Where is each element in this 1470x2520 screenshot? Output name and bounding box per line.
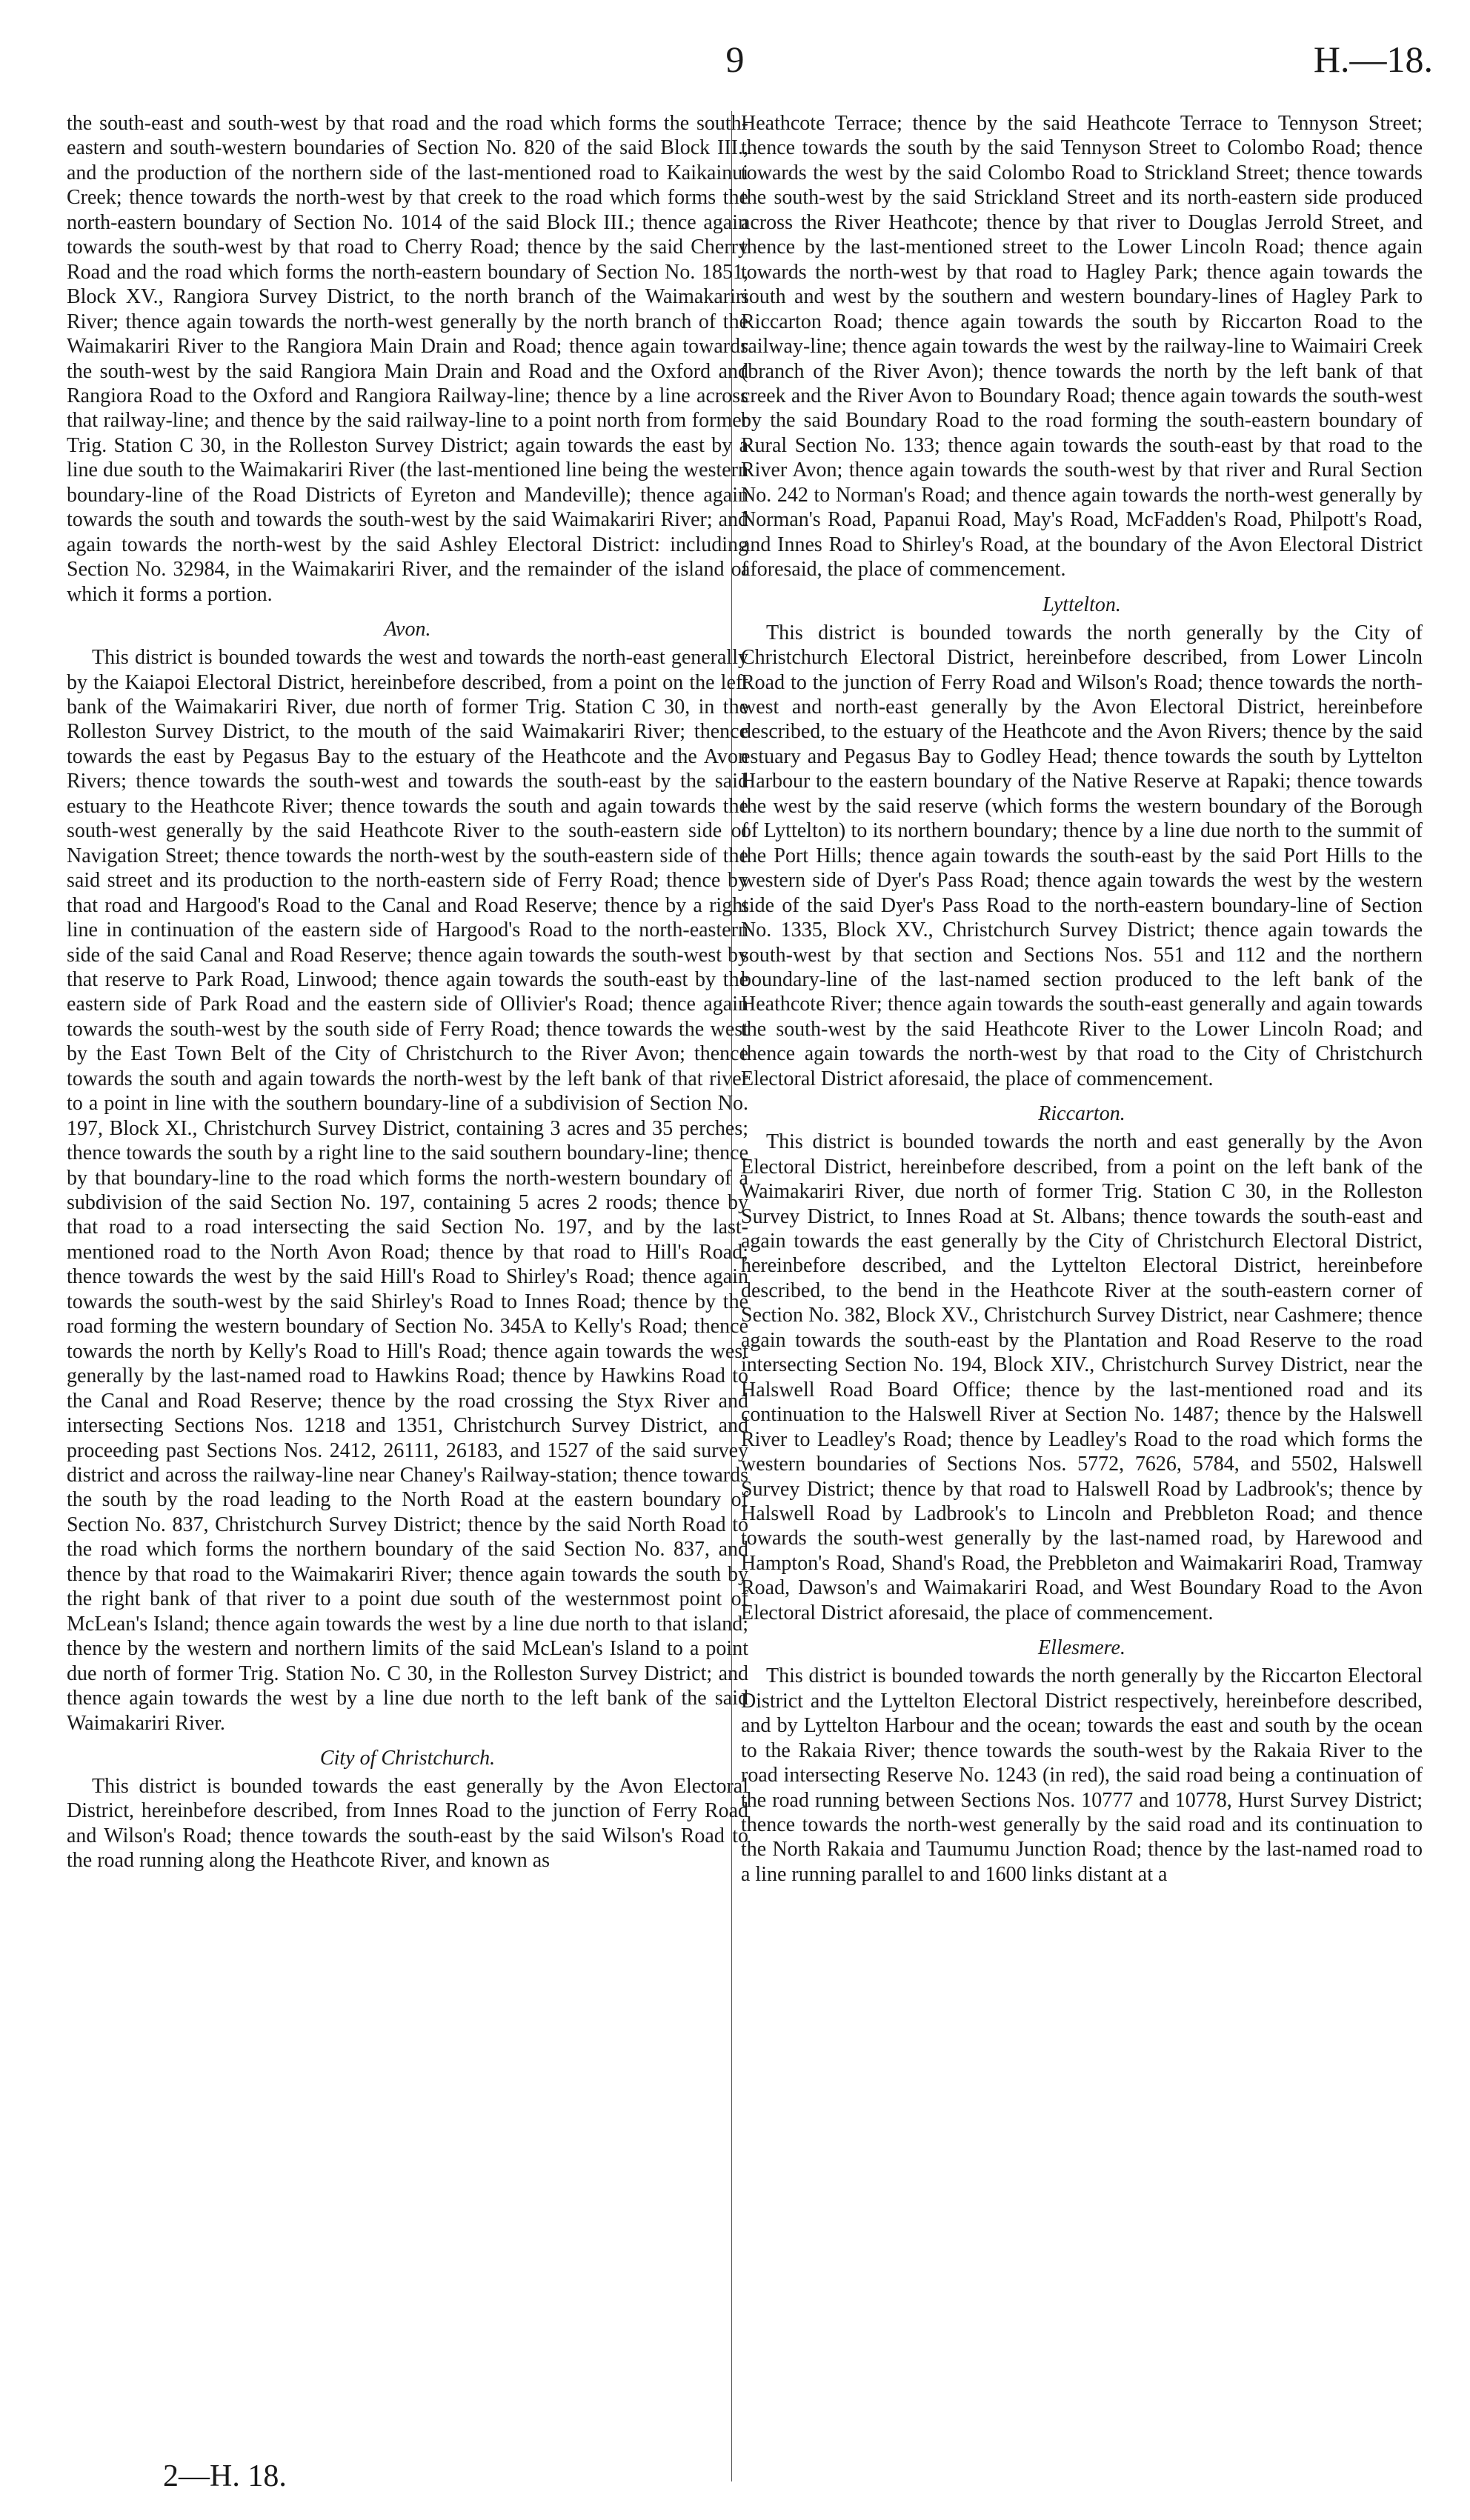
ellesmere-heading: Ellesmere.	[1038, 1636, 1125, 1660]
left-column	[67, 111, 748, 1873]
riccarton-description: This district is bounded towards the north and east generally by the Avon Electoral District, hereinbefore described, from a point on the left bank of the Waimakariri River, due north of former Trig. Station C 30, in the Rolleston Survey District, to Innes Road at St. Albans; thence towards the south-east and again towards the east generally by the City of Christchurch Electoral District, hereinbefore described, and the Lyttelton Electoral District, hereinbefore described, to the bend in the Heathcote River at the south-eastern corner of Section No. 382, Block XV., Christchurch Survey District, near Cashmere; thence again towards the south-east by the Plantation and Road Reserve to the road intersecting Section No. 194, Block XIV., Christchurch Survey District, near the Halswell Road Board Office; thence by the last-mentioned road and its continuation to the Halswell River at Section No. 1487; thence by the Halswell River to Leadley's Road; thence by Leadley's Road to the road which forms the western boundaries of Sections Nos. 5772, 7626, 5784, and 5502, Halswell Survey District; thence by that road to Halswell Road by Ladbrook's; thence by Halswell Road by Ladbrook's to Lincoln and Prebbleton Road; and thence towards the south-west generally by the last-named road, by Harewood and Hampton's Road, Shand's Road, the Prebbleton and Waimakariri Road, Tramway Road, Dawson's and Waimakariri Road, and West Boundary Road to the Avon Electoral District aforesaid, the place of commencement.	[741, 1130, 1423, 1624]
christchurch-heading: City of Christchurch.	[319, 1747, 496, 1770]
avon-heading: Avon.	[384, 618, 431, 641]
christchurch-description-continuation: Heathcote Terrace; thence by the said Heathcote Terrace to Tennyson Street; thence towards the south by the said Tennyson Street to Colombo Road; thence towards the west by the said Colombo Road to Strickland Street; thence towards the south-west by the said Strickland Street and its north-eastern side produced across the River Heathcote; thence by that river to Douglas Jerrold Street, and thence by the last-mentioned street to the Lower Lincoln Road; thence again towards the north-west by that road to Hagley Park; thence again towards the south and west by the southern and western boundary-lines of Hagley Park to Riccarton Road; thence again towards the south by Riccarton Road to the railway-line; thence again towards the west by the railway-line to Waimairi Creek (branch of the River Avon); thence towards the north by the left bank of that creek and the River Avon to Boundary Road; thence again towards the south-west by the said Boundary Road to the road forming the south-eastern boundary of Rural Section No. 133; thence again towards the south-east by that road to the River Avon; thence again towards the south-west by that river and Rural Section No. 242 to Norman's Road; and thence again towards the north-west generally by Norman's Road, Papanui Road, May's Road, McFadden's Road, Philpott's Road, and Innes Road to Shirley's Road, at the boundary of the Avon Electoral District aforesaid, the place of commencement.	[741, 112, 1423, 581]
lyttelton-heading: Lyttelton.	[1042, 593, 1121, 616]
lyttelton-description: This district is bounded towards the north generally by the City of Christchurch Electoral District, hereinbefore described, from Lower Lincoln Road to the junction of Ferry Road and Wilson's Road; thence towards the north-west and north-east generally by the Avon Electoral District, hereinbefore described, to the estuary of the Heathcote and the Avon Rivers; thence by the said estuary and Pegasus Bay to Godley Head; thence towards the south by Lyttelton Harbour to the eastern boundary of the Native Reserve at Rapaki; thence towards the west by the said reserve (which forms the western boundary of the Borough of Lyttelton) to its northern boundary; thence by a line due north to the summit of the Port Hills; thence again towards the south-east by the said Port Hills to the western side of Dyer's Pass Road; thence again towards the west by the western side of the said Dyer's Pass Road to the north-eastern boundary-line of Section No. 1335, Block XV., Christchurch Survey District; thence again towards the south-west by that section and Sections Nos. 551 and 112 and the northern boundary-line of the last-named section produced to the left bank of the Heathcote River; thence again towards the south-east generally and again towards the south-west by the said Heathcote River to the Lower Lincoln Road; and thence again towards the north-west by that road to the City of Christchurch Electoral District aforesaid, the place of commencement.	[741, 621, 1423, 1090]
ashley-district-continuation: the south-east and south-west by that road and the road which forms the south-eastern and south-western boundaries of Section No. 820 of the said Block III., and the production of the northern side of the last-mentioned road to Kaikainui Creek; thence towards the north-west by that creek to the road which forms the north-eastern boundary of Section No. 1014 of the said Block III.; thence again towards the south-west by that road to Cherry Road; thence by the said Cherry Road and the road which forms the north-eastern boundary of Section No. 1851, Block XV., Rangiora Survey District, to the north branch of the Waimakariri River; thence again towards the north-west generally by the north branch of the Waimakariri River to the Rangiora Main Drain and Road; thence again towards the south-west by the said Rangiora Main Drain and Road and the Oxford and Rangiora Road to the Oxford and Rangiora Railway-line; thence by a line across that railway-line; and thence by the said railway-line to a point north from former Trig. Station C 30, in the Rolleston Survey District; again towards the east by a line due south to the Waimakariri River (the last-mentioned line being the western boundary-line of the Road Districts of Eyreton and Mandeville); thence again towards the south and towards the south-west by the said Waimakariri River; and again towards the north-west by the said Ashley Electoral District: including Section No. 32984, in the Waimakariri River, and the remainder of the island of which it forms a portion.	[67, 112, 748, 606]
page-number: 9	[725, 39, 745, 80]
signature-reference: 2—H. 18.	[163, 2459, 287, 2493]
christchurch-description: This district is bounded towards the east generally by the Avon Electoral District, hereinbefore described, from Innes Road to the junction of Ferry Road and Wilson's Road; thence towards the south-east by the said Wilson's Road to the road running along the Heathcote River, and known as	[67, 1775, 748, 1873]
document-reference: H.—18.	[1313, 39, 1433, 80]
right-column	[741, 111, 1423, 1887]
ellesmere-description: This district is bounded towards the north generally by the Riccarton Electoral District and the Lyttelton Electoral District respectively, hereinbefore described, and by Lyttelton Harbour and the ocean; towards the east and south by the ocean to the Rakaia River; thence towards the south-west by the Rakaia River to the road intersecting Reserve No. 1243 (in red), the said road being a continuation of the road running between Sections Nos. 10777 and 10778, Hurst Survey District; thence towards the north-west generally by the said road and its continuation to the North Rakaia and Taumumu Junction Road; thence by the last-named road to a line running parallel to and 1600 links distant at a	[741, 1664, 1423, 1886]
avon-description: This district is bounded towards the west and towards the north-east generally by the Kaiapoi Electoral District, hereinbefore described, from a point on the left bank of the Waimakariri River, due north of former Trig. Station C 30, in the Rolleston Survey District, to the mouth of the said Waimakariri River; thence towards the east by Pegasus Bay to the estuary of the Heathcote and the Avon Rivers; thence towards the south-west and towards the south-east by the said estuary to the Heathcote River; thence towards the south and again towards the south-west generally by the said Heathcote River to the south-eastern side of Navigation Street; thence towards the north-west by the south-eastern side of the said street and its production to the north-eastern side of Ferry Road; thence by that road and Hargood's Road to the Canal and Road Reserve; thence by a right line in continuation of the eastern side of Hargood's Road to the north-eastern side of the said Canal and Road Reserve; thence again towards the south-west by that reserve to Park Road, Linwood; thence again towards the south-east by the eastern side of Park Road and the eastern side of Ollivier's Road; thence again towards the south-west by the south side of Ferry Road; thence towards the west by the East Town Belt of the City of Christchurch to the River Avon; thence towards the south and again towards the north-west by the left bank of that river to a point in line with the southern boundary-line of a subdivision of Section No. 197, Block XI., Christchurch Survey District, containing 3 acres and 35 perches; thence towards the south by a right line to the said southern boundary-line; thence by that boundary-line to the road which forms the north-western boundary of a subdivision of the said Section No. 197, containing 5 acres 2 roods; thence by that road to a road intersecting the said Section No. 197, and by the last-mentioned road to the North Avon Road; thence by that road to Hill's Road; thence towards the west by the said Hill's Road to Shirley's Road; thence again towards the south-west by the said Shirley's Road to Innes Road; thence by the road forming the western boundary of Section No. 345A to Kelly's Road; thence towards the north by Kelly's Road to Hill's Road; thence again towards the west generally by the last-named road to Hawkins Road; thence by Hawkins Road to the Canal and Road Reserve; thence by the road crossing the Styx River and intersecting Sections Nos. 1218 and 1351, Christchurch Survey District, and proceeding past Sections Nos. 2412, 26111, 26183, and 1527 of the said survey district and across the railway-line near Chaney's Railway-station; thence towards the south by the road leading to the North Road at the eastern boundary of Section No. 837, Christchurch Survey District; thence by the said North Road to the road which forms the northern boundary of the said Section No. 837, and thence by that road to the Waimakariri River; thence again towards the south by the right bank of that river to a point due south of the westernmost point of McLean's Island; thence again towards the west by a line due north to that island; thence by the western and northern limits of the said McLean's Island to a point due north of former Trig. Station No. C 30, in the Rolleston Survey District; and thence again towards the west by a line due north to the left bank of the said Waimakariri River.	[67, 646, 748, 1735]
riccarton-heading: Riccarton.	[1038, 1102, 1125, 1126]
